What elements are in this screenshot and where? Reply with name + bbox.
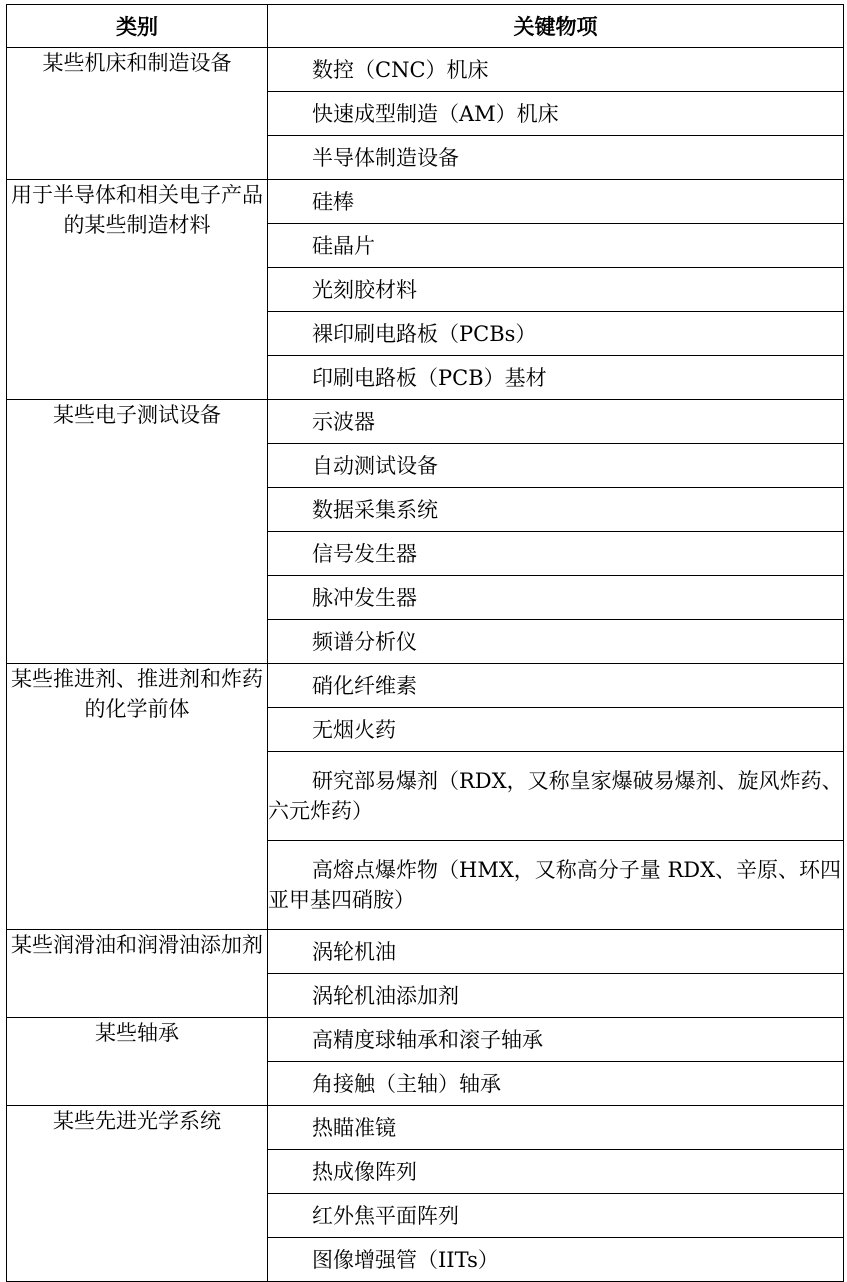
item-cell bbox=[268, 1150, 844, 1194]
item-cell bbox=[268, 356, 844, 400]
item-text: 光刻胶材料 bbox=[312, 277, 417, 302]
category-cell: 某些轴承 bbox=[7, 1018, 268, 1106]
item-cell bbox=[268, 752, 844, 841]
item-cell bbox=[268, 1018, 844, 1062]
item-text: 裸印刷电路板（PCBs） bbox=[312, 321, 537, 346]
item-text: 高熔点爆炸物（HMX，又称高分子量 RDX、辛原、环四亚甲基四硝胺） bbox=[268, 858, 842, 912]
item-cell bbox=[268, 48, 844, 92]
item-text: 硅棒 bbox=[312, 189, 354, 214]
category-cell: 某些先进光学系统 bbox=[7, 1106, 268, 1282]
header-category: 类别 bbox=[7, 5, 268, 48]
category-cell: 用于半导体和相关电子产品的某些制造材料 bbox=[7, 180, 268, 400]
item-cell bbox=[268, 664, 844, 708]
item-text: 脉冲发生器 bbox=[312, 585, 417, 610]
table-row bbox=[7, 930, 844, 974]
item-text: 研究部易爆剂（RDX，又称皇家爆破易爆剂、旋风炸药、六元炸药） bbox=[268, 769, 843, 823]
item-text: 数控（CNC）机床 bbox=[312, 57, 489, 82]
item-text: 红外焦平面阵列 bbox=[312, 1203, 459, 1228]
item-text: 图像增强管（IITs） bbox=[312, 1247, 499, 1272]
item-cell bbox=[268, 576, 844, 620]
item-text: 示波器 bbox=[312, 409, 375, 434]
item-text: 热成像阵列 bbox=[312, 1159, 417, 1184]
item-cell bbox=[268, 1062, 844, 1106]
item-text: 涡轮机油添加剂 bbox=[312, 983, 459, 1008]
category-cell: 某些电子测试设备 bbox=[7, 400, 268, 664]
item-cell bbox=[268, 1238, 844, 1282]
category-cell: 某些推进剂、推进剂和炸药的化学前体 bbox=[7, 664, 268, 930]
item-cell bbox=[268, 136, 844, 180]
table-row bbox=[7, 180, 844, 224]
item-text: 热瞄准镜 bbox=[312, 1115, 396, 1140]
item-cell bbox=[268, 620, 844, 664]
item-text: 硝化纤维素 bbox=[312, 673, 417, 698]
item-cell bbox=[268, 312, 844, 356]
header-row bbox=[7, 5, 844, 48]
item-text: 快速成型制造（AM）机床 bbox=[312, 101, 559, 126]
table-row bbox=[7, 1106, 844, 1150]
item-text: 频谱分析仪 bbox=[312, 629, 417, 654]
item-cell bbox=[268, 708, 844, 752]
item-text: 半导体制造设备 bbox=[312, 145, 459, 170]
item-text: 无烟火药 bbox=[312, 717, 396, 742]
item-text: 硅晶片 bbox=[312, 233, 375, 258]
table-row bbox=[7, 664, 844, 708]
item-text: 涡轮机油 bbox=[312, 939, 396, 964]
table-row bbox=[7, 48, 844, 92]
item-text: 印刷电路板（PCB）基材 bbox=[312, 365, 547, 390]
item-cell bbox=[268, 488, 844, 532]
item-text: 信号发生器 bbox=[312, 541, 417, 566]
item-cell bbox=[268, 1194, 844, 1238]
item-cell bbox=[268, 444, 844, 488]
item-cell bbox=[268, 930, 844, 974]
item-cell bbox=[268, 974, 844, 1018]
item-cell bbox=[268, 532, 844, 576]
table-row bbox=[7, 400, 844, 444]
item-cell bbox=[268, 841, 844, 930]
item-cell bbox=[268, 180, 844, 224]
header-items: 关键物项 bbox=[268, 5, 844, 48]
item-text: 自动测试设备 bbox=[312, 453, 438, 478]
item-cell bbox=[268, 268, 844, 312]
category-cell: 某些润滑油和润滑油添加剂 bbox=[7, 930, 268, 1018]
item-text: 高精度球轴承和滚子轴承 bbox=[312, 1027, 543, 1052]
item-text: 数据采集系统 bbox=[312, 497, 438, 522]
controls-table bbox=[6, 4, 844, 1282]
item-text: 角接触（主轴）轴承 bbox=[312, 1071, 501, 1096]
item-cell bbox=[268, 92, 844, 136]
item-cell bbox=[268, 224, 844, 268]
item-cell bbox=[268, 400, 844, 444]
category-cell: 某些机床和制造设备 bbox=[7, 48, 268, 180]
item-cell bbox=[268, 1106, 844, 1150]
table-row bbox=[7, 1018, 844, 1062]
